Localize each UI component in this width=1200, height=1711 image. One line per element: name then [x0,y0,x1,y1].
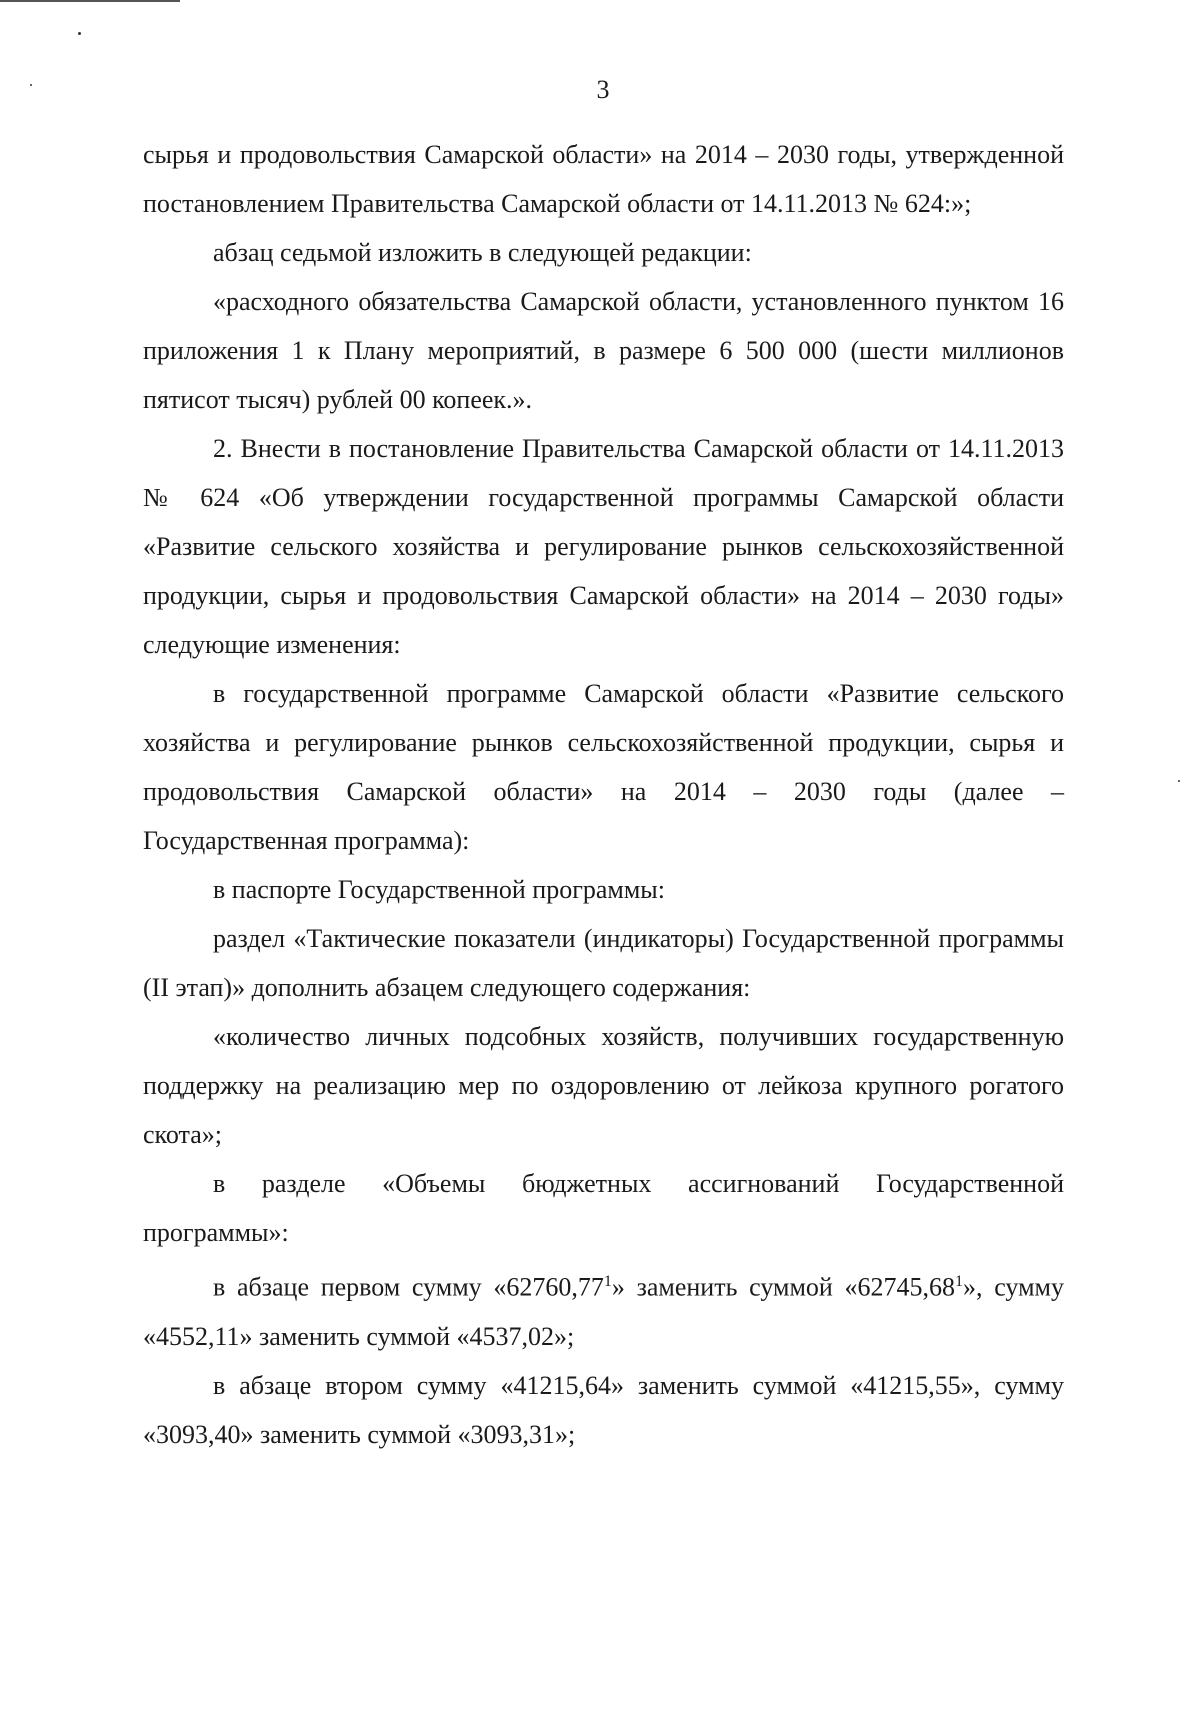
scan-speck [78,32,81,35]
scan-speck [1178,780,1180,782]
paragraph-second-abzac: в абзаце втором сумму «41215,64» заменить суммой «41215,55», сумму «3093,40» заменить суммой «3093,31»; [143,1370,1064,1449]
footnote-mark: 1 [603,1273,612,1290]
scan-edge-line [0,0,180,2]
paragraph-tactical-indicators: раздел «Тактические показатели (индикаторы) Государственной программы (II этап)» дополнить абзацем следующего содержания: [143,924,1064,1002]
paragraph-indicator-quote: «количество личных подсобных хозяйств, получивших государственную поддержку на реализацию мер по оздоровлению от лейкоза крупного рогатого скота»; [143,1022,1064,1149]
paragraph-passport: в паспорте Государственной программы: [213,875,665,904]
paragraph-state-program: в государственной программе Самарской области «Развитие сельского хозяйства и регулирование рынков сельскохозяйственной продукции, сырья и продовольствия Самарской области» на 2014 – 2030 годы (далее – Государственная программа): [143,679,1064,855]
text-fragment: » заменить суммой «62745,68 [611,1272,956,1302]
paragraph-expense-obligation: «расходного обязательства Самарской области, установленного пунктом 16 приложения 1 к Плану мероприятий, в размере 6 500 000 (шести миллионов пятисот тысяч) рублей 00 копеек.». [143,287,1064,414]
text-fragment: », сумму «4552,11» заменить суммой «4537,02»; [143,1272,1064,1351]
paragraph-continuation: сырья и продовольствия Самарской области» на 2014 – 2030 годы, утвержденной постановлением Правительства Самарской области от 14.11.2013 № 624:»; [143,140,1064,218]
paragraph-seventh-clause: абзац седьмой изложить в следующей редакции: [213,238,752,267]
page-number: 3 [596,75,610,104]
paragraph-item-2: 2. Внести в постановление Правительства Самарской области от 14.11.2013 № 624 «Об утверждении государственной программы Самарской области «Развитие сельского хозяйства и регулирование рынков сельскохозяйственной продукции, сырья и продовольствия Самарской области» на 2014 – 2030 годы» следующие изменения: [143,434,1064,659]
text-fragment: в абзаце первом сумму «62760,77 [213,1272,604,1302]
document-body [143,130,1064,1459]
paragraph-first-abzac [143,1257,1064,1361]
paragraph-budget-section: в разделе «Объемы бюджетных ассигнований Государственной программы»: [143,1169,1064,1247]
footnote-mark: 1 [955,1273,964,1290]
